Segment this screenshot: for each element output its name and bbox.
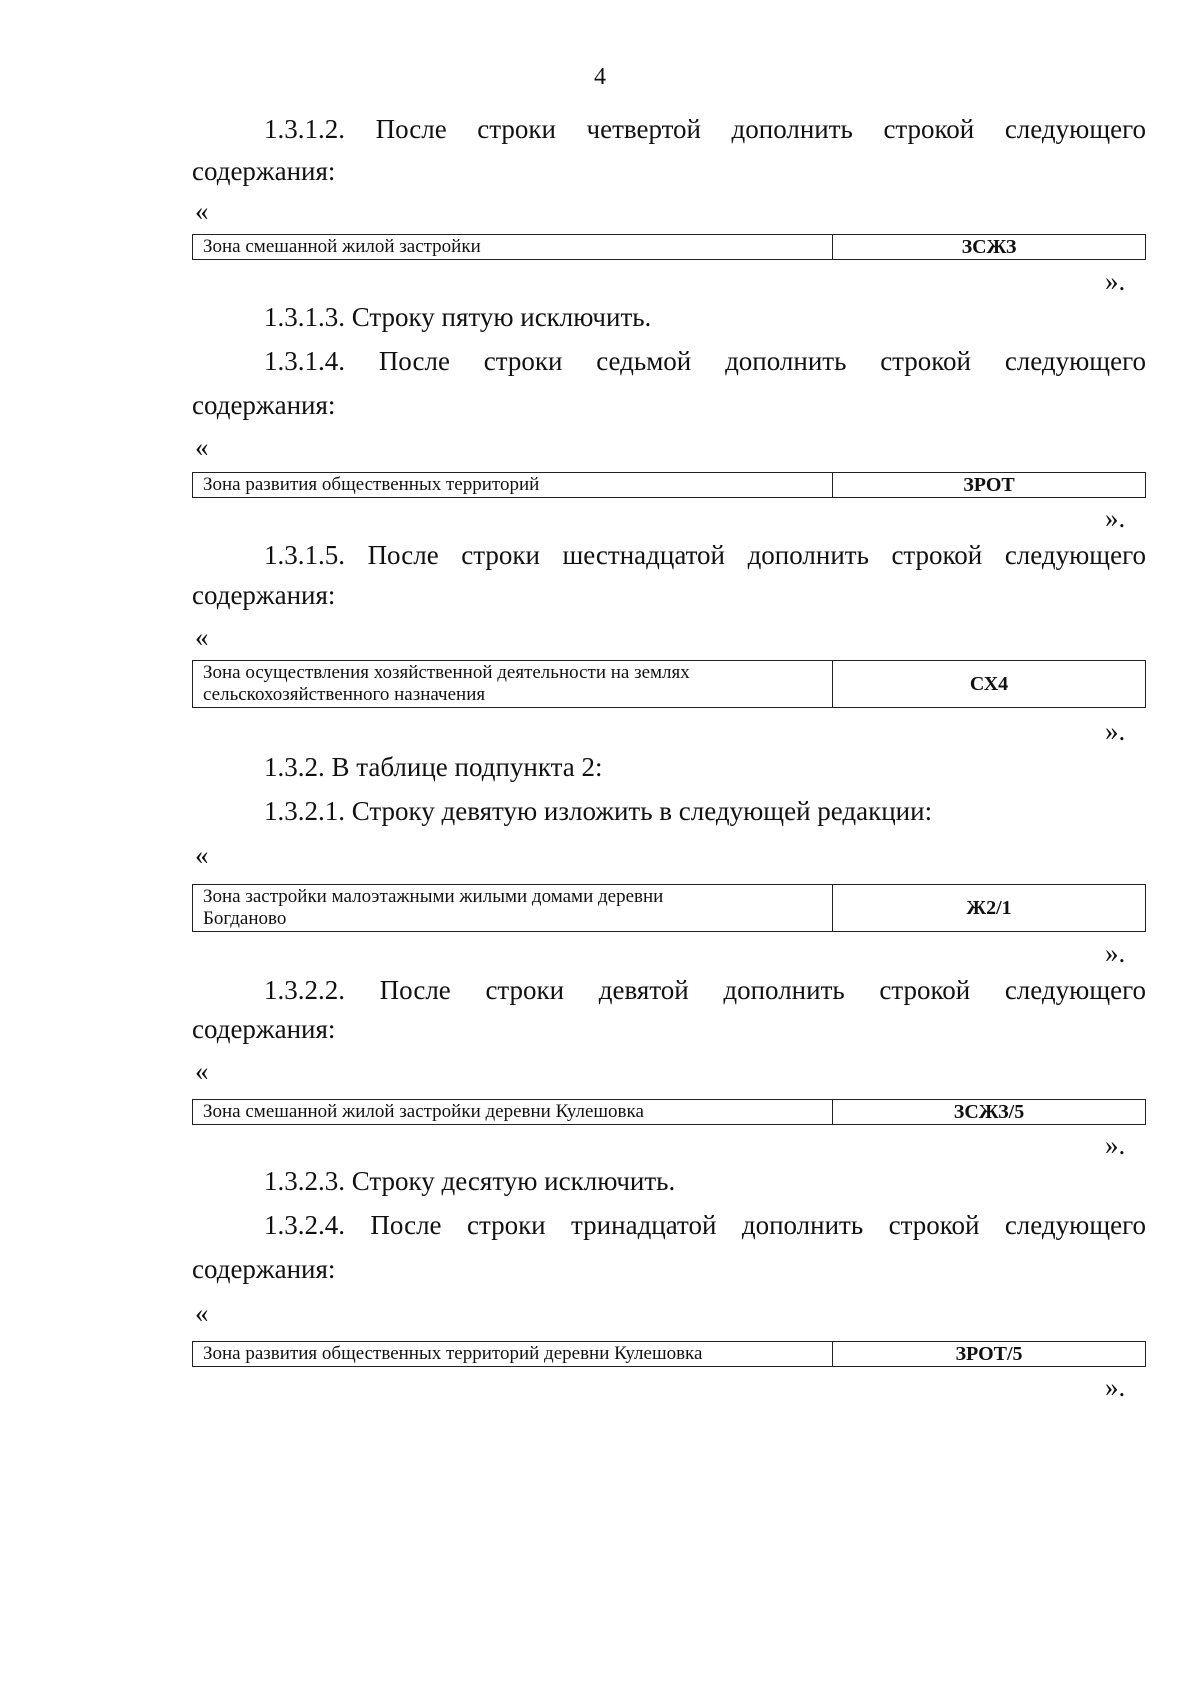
amendment-table-2	[192, 472, 1146, 498]
paragraph-1-3-1-4: 1.3.1.4. После строки седьмой дополнить строкой следующего	[264, 346, 1146, 376]
zone-name-cell	[193, 885, 833, 932]
paragraph-1-3-2-1: 1.3.2.1. Строку девятую изложить в следующей редакции:	[264, 796, 933, 826]
paragraph-1-3-2-2: 1.3.2.2. После строки девятой дополнить строкой следующего	[264, 975, 1146, 1005]
paragraph-1-3-2-3: 1.3.2.3. Строку десятую исключить.	[264, 1166, 676, 1196]
quote-close: ».	[1105, 503, 1126, 533]
paragraph-1-3-2-4-cont: содержания:	[192, 1254, 336, 1284]
zone-code-cell: ЗРОТ/5	[833, 1342, 1146, 1367]
paragraph-1-3-1-2: 1.3.1.2. После строки четвертой дополнить строкой следующего	[264, 114, 1146, 144]
quote-open: «	[195, 840, 209, 870]
zone-name: Зона развития общественных территорий деревни Кулешовка	[203, 1343, 703, 1364]
paragraph-1-3-2-4: 1.3.2.4. После строки тринадцатой дополнить строкой следующего	[264, 1210, 1146, 1240]
paragraph-1-3-1-5-cont: содержания:	[192, 580, 336, 610]
paragraph-1-3-1-3: 1.3.1.3. Строку пятую исключить.	[264, 302, 652, 332]
zone-name-line2: сельскохозяйственного назначения	[203, 684, 486, 705]
table-row	[193, 1100, 1146, 1125]
quote-close: ».	[1105, 1372, 1126, 1402]
amendment-table-3	[192, 660, 1146, 708]
paragraph-1-3-2: 1.3.2. В таблице подпункта 2:	[264, 752, 603, 782]
paragraph-1-3-1-4-cont: содержания:	[192, 390, 336, 420]
zone-code-cell: Ж2/1	[833, 885, 1146, 932]
zone-name-cell	[193, 1100, 833, 1125]
quote-open: «	[195, 1056, 209, 1086]
zone-name-cell	[193, 235, 833, 260]
quote-close: ».	[1105, 716, 1126, 746]
page-number: 4	[594, 64, 606, 90]
quote-close: ».	[1105, 938, 1126, 968]
amendment-table-6	[192, 1341, 1146, 1367]
zone-name-cell	[193, 473, 833, 498]
quote-open: «	[195, 1298, 209, 1328]
zone-code-cell: СХ4	[833, 661, 1146, 708]
zone-name: Зона смешанной жилой застройки	[203, 236, 481, 257]
paragraph-1-3-2-2-cont: содержания:	[192, 1014, 336, 1044]
quote-open: «	[195, 196, 209, 226]
paragraph-1-3-1-5: 1.3.1.5. После строки шестнадцатой дополнить строкой следующего	[264, 540, 1146, 570]
zone-name-line2: Богданово	[203, 908, 287, 929]
table-row	[193, 1342, 1146, 1367]
quote-open: «	[195, 622, 209, 652]
zone-name-cell	[193, 1342, 833, 1367]
amendment-table-5	[192, 1099, 1146, 1125]
amendment-table-1	[192, 234, 1146, 260]
table-row	[193, 473, 1146, 498]
zone-name-cell	[193, 661, 833, 708]
paragraph-1-3-1-2-cont: содержания:	[192, 156, 336, 186]
quote-close: ».	[1105, 1130, 1126, 1160]
zone-name: Зона развития общественных территорий	[203, 474, 540, 495]
zone-code-cell: ЗРОТ	[833, 473, 1146, 498]
zone-name: Зона смешанной жилой застройки деревни Кулешовка	[203, 1101, 644, 1122]
amendment-table-4	[192, 884, 1146, 932]
zone-code-cell: ЗСЖЗ	[833, 235, 1146, 260]
quote-close: ».	[1105, 266, 1126, 296]
table-row	[193, 235, 1146, 260]
table-row	[193, 661, 1146, 708]
zone-name-line1: Зона застройки малоэтажными жилыми домами деревни	[203, 886, 664, 907]
quote-open: «	[195, 432, 209, 462]
table-row	[193, 885, 1146, 932]
zone-name-line1: Зона осуществления хозяйственной деятельности на землях	[203, 662, 690, 683]
zone-code-cell: ЗСЖЗ/5	[833, 1100, 1146, 1125]
